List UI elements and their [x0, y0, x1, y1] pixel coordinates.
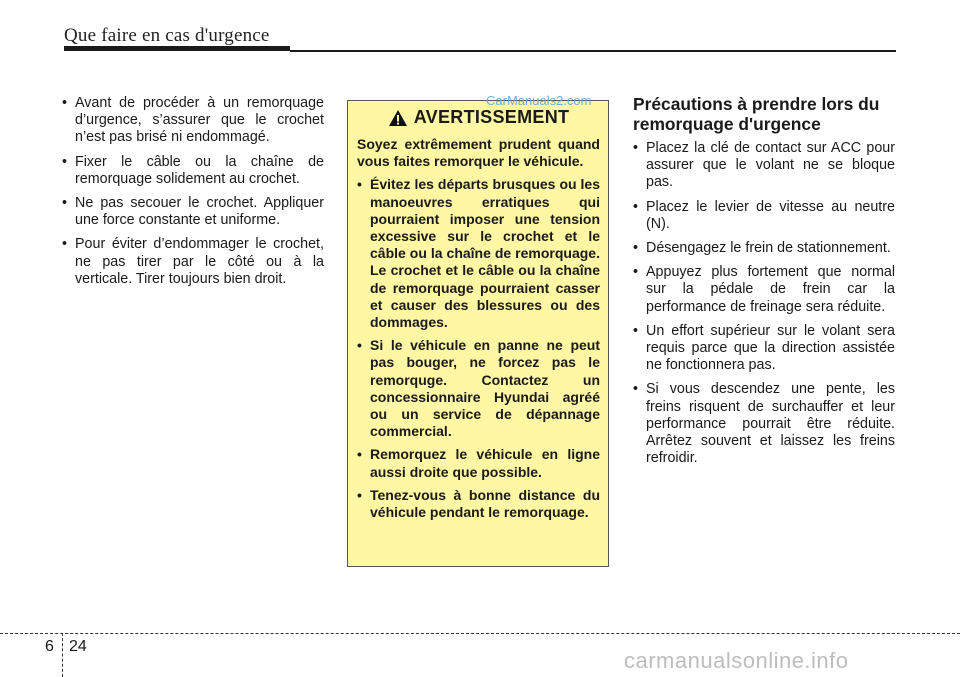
- warning-list: [357, 176, 600, 521]
- warning-title: AVERTISSEMENT: [413, 107, 570, 127]
- watermark-bottom[interactable]: carmanualsonline.info: [624, 648, 849, 673]
- right-bullet-item: • Placez le levier de vitesse au neutre (N).: [633, 199, 895, 233]
- left-bullet-item: • Ne pas secouer le crochet. Appliquer une force constante et uniforme.: [62, 195, 324, 229]
- page-header-title: Que faire en cas d'urgence: [64, 25, 270, 46]
- header-rule-thin: [290, 50, 896, 52]
- warning-box: [347, 100, 609, 567]
- warning-triangle-icon: [388, 109, 408, 127]
- warning-item: • Tenez-vous à bonne distance du véhicule pendant le remorquage.: [357, 487, 600, 521]
- warning-header: [357, 107, 600, 128]
- header-rule-thick: [64, 46, 290, 51]
- page-number: 24: [69, 638, 87, 655]
- footer-divider: [62, 633, 63, 677]
- watermark-top[interactable]: CarManuals2.com: [486, 93, 592, 108]
- warning-item: • Si le véhicule en panne ne peut pas bouger, ne forcez pas le remorquge. Contactez un concessionnaire Hyundai agréé ou un service de dépannage commercial.: [357, 337, 600, 440]
- warning-item: • Remorquez le véhicule en ligne aussi droite que possible.: [357, 446, 600, 480]
- footer-rule: [0, 633, 960, 634]
- warning-item: • Évitez les départs brusques ou les manoeuvres erratiques qui pourraient imposer une tension excessive sur le crochet et le câble ou la chaîne de remorquage. Le crochet et le câble ou la chaîne de remorquage pourraient casser et causer des blessures ou des dommages.: [357, 176, 600, 331]
- right-bullet-list: [633, 140, 895, 467]
- warning-intro: Soyez extrêmement prudent quand vous faites remorquer le véhicule.: [357, 136, 600, 170]
- left-bullet-item: • Pour éviter d’endommager le crochet, ne pas tirer par le côté ou à la verticale. Tirer toujours bien droit.: [62, 236, 324, 288]
- left-bullet-item: • Avant de procéder à un remorquage d’urgence, s’assurer que le crochet n’est pas brisé ni endommagé.: [62, 95, 324, 147]
- right-bullet-item: • Placez la clé de contact sur ACC pour assurer que le volant ne se bloque pas.: [633, 140, 895, 192]
- section-title: Précautions à prendre lors du remorquage d'urgence: [633, 94, 880, 134]
- right-column: [633, 94, 895, 474]
- right-bullet-item: • Si vous descendez une pente, les freins risquent de surchauffer et leur performance pourrait être réduite. Arrêtez souvent et laissez les freins refroidir.: [633, 381, 895, 467]
- left-bullet-item: • Fixer le câble ou la chaîne de remorquage solidement au crochet.: [62, 154, 324, 188]
- right-bullet-item: • Un effort supérieur sur le volant sera requis parce que la direction assistée ne fonctionnera pas.: [633, 323, 895, 375]
- chapter-number: 6: [45, 638, 54, 655]
- right-bullet-item: • Désengagez le frein de stationnement.: [633, 240, 895, 257]
- right-bullet-item: • Appuyez plus fortement que normal sur la pédale de frein car la performance de freinage sera réduite.: [633, 264, 895, 316]
- left-bullet-list: [62, 95, 324, 288]
- left-column: [62, 95, 324, 295]
